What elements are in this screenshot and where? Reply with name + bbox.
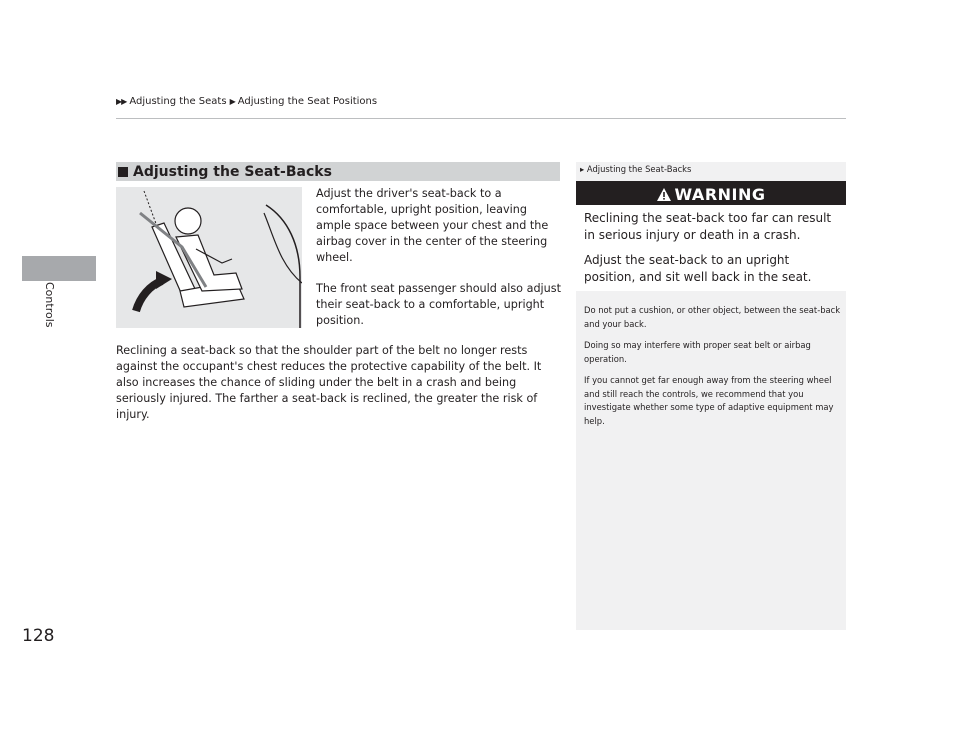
breadcrumb-arrow-icon: ▶▶ xyxy=(116,97,127,106)
chapter-tab xyxy=(22,256,96,281)
sidebar-reference xyxy=(580,164,691,174)
warning-header xyxy=(576,183,846,205)
warning-paragraph: Reclining the seat-back too far can result in serious injury or death in a crash. xyxy=(584,211,832,242)
section-heading xyxy=(116,162,560,181)
breadcrumb-item-seat-positions[interactable]: Adjusting the Seat Positions xyxy=(237,96,378,107)
sidebar-note: If you cannot get far enough away from the steering wheel and still reach the controls, we recommend that you investigate whether some type of adaptive equipment may help. xyxy=(584,375,834,426)
intro-paragraph-passenger: The front seat passenger should also adjust their seat-back to a comfortable, upright position. xyxy=(316,282,561,327)
intro-text xyxy=(316,186,564,344)
reference-icon: ▸ xyxy=(580,164,585,174)
sidebar-notes xyxy=(584,304,842,436)
body-paragraph: Reclining a seat-back so that the shoulder part of the belt no longer rests against the occupant's chest reduces the protective capability of the belt. It also increases the chance of sliding under the belt in a crash and being seriously injured. The farther a seat-back is reclined, the greater the risk of injury. xyxy=(116,344,542,421)
warning-label: WARNING xyxy=(674,184,766,204)
section-title: Adjusting the Seat-Backs xyxy=(133,163,332,180)
warning-text xyxy=(576,205,846,286)
sidebar-reference-label: Adjusting the Seat-Backs xyxy=(586,164,692,174)
page-number: 128 xyxy=(22,626,55,646)
section-bullet-icon xyxy=(118,167,128,177)
warning-box xyxy=(576,181,846,291)
breadcrumb xyxy=(116,96,377,107)
header-rule xyxy=(116,118,846,119)
chapter-label: Controls xyxy=(43,282,56,328)
seat-back-illustration xyxy=(116,187,302,328)
breadcrumb-item-seats[interactable]: Adjusting the Seats xyxy=(129,96,227,107)
warning-paragraph: Adjust the seat-back to an upright position, and sit well back in the seat. xyxy=(584,253,812,284)
sidebar-panel xyxy=(576,162,846,630)
intro-paragraph-driver: Adjust the driver's seat-back to a comfortable, upright position, leaving ample space between your chest and the airbag cover in the center of the steering wheel. xyxy=(316,187,549,264)
warning-triangle-icon xyxy=(657,188,671,201)
sidebar-note: Doing so may interfere with proper seat belt or airbag operation. xyxy=(584,340,811,364)
sidebar-note: Do not put a cushion, or other object, between the seat-back and your back. xyxy=(584,305,841,329)
breadcrumb-arrow-icon: ▶ xyxy=(229,97,235,106)
